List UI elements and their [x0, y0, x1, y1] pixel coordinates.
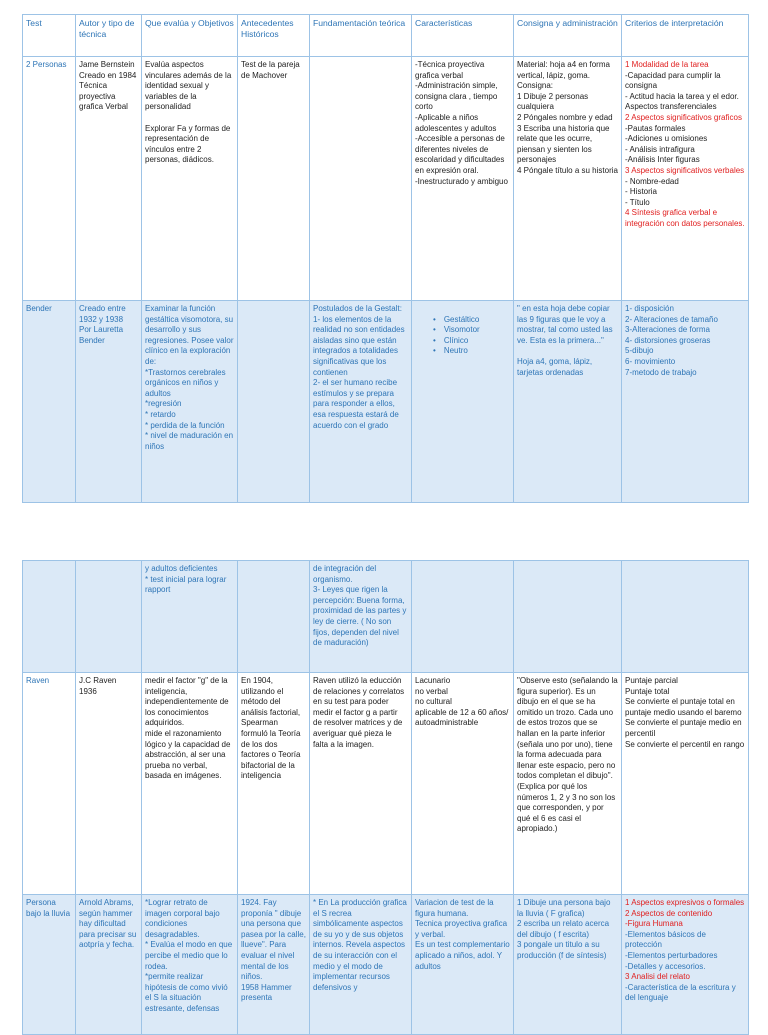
table-row: [23, 57, 749, 301]
table-row: [23, 895, 749, 1035]
cell-test: Raven: [23, 673, 76, 895]
list-item: • Clínico: [433, 336, 510, 347]
cell-consigna: [514, 561, 622, 673]
header-fundamentacion: Fundamentación teórica: [310, 15, 412, 57]
criterio-item: -Pautas formales -Adiciones u omisiones - Análisis intrafigura -Análisis Inter figuras: [625, 123, 708, 165]
header-antecedentes: Antecedentes Históricos: [238, 15, 310, 57]
cell-criterios: [622, 561, 749, 673]
cell-fundamentacion: Postulados de la Gestalt: 1- los elementos de la realidad no son entidades aisladas sino que están integrados a totalidades significativas que los contienen 2- el ser humano recibe estímulos y se prepara para responder a ellos, esa respuesta estará de acuerdo con el grado: [310, 301, 412, 503]
caracteristicas-list: [415, 315, 510, 357]
cell-fundamentacion: [310, 57, 412, 301]
page2-table: [22, 560, 749, 1035]
criterio-item: -Capacidad para cumplir la consigna - Actitud hacia la tarea y el edor. Aspectos transferenciales: [625, 70, 739, 112]
cell-caracteristicas: [412, 561, 514, 673]
cell-criterios: 1- disposición 2- Alteraciones de tamaño 3-Alteraciones de forma 4- distorsiones groseras 5-dibujo 6- movimiento 7-metodo de trabajo: [622, 301, 749, 503]
criterio-item: - Nombre-edad - Historia - Título: [625, 176, 679, 207]
cell-autor: Arnold Abrams, según hammer hay dificultad para precisar su aotpría y fecha.: [76, 895, 142, 1035]
cell-antecedentes: Test de la pareja de Machover: [238, 57, 310, 301]
cell-autor: Creado entre 1932 y 1938 Por Lauretta Bender: [76, 301, 142, 503]
list-item: • Visomotor: [433, 325, 510, 336]
cell-antecedentes: [238, 301, 310, 503]
cell-evalua: Examinar la función gestáltica visomotora, su desarrollo y sus regresiones. Posee valor clínico en la exploración de: *Trastornos cerebrales orgánicos en niños y adultos *regresión * retardo * perdida de la función * nivel de maduración en niños: [142, 301, 238, 503]
cell-evalua: Evalúa aspectos vinculares además de la identidad sexual y variables de la personalidad Explorar Fa y formas de representación de vínculos entre 2 personas, diádicos.: [142, 57, 238, 301]
cell-antecedentes: En 1904, utilizando el método del análisis factorial, Spearman formuló la Teoría de los dos factores o Teoría bifactorial de la inteligencia: [238, 673, 310, 895]
criterio-item: -Elementos básicos de protección -Elementos perturbadores -Detalles y accesorios.: [625, 929, 718, 971]
cell-fundamentacion: de integración del organismo. 3- Leyes que rigen la percepción: Buena forma, proximidad de las partes y ley de cierre. ( No son fijos, dependen del nivel de maduración): [310, 561, 412, 673]
criterio-item: 2 Aspectos de contenido: [625, 908, 713, 918]
header-test: Test: [23, 15, 76, 57]
cell-test: [23, 561, 76, 673]
criterio-item: 1 Modalidad de la tarea: [625, 60, 709, 69]
list-item: • Neutro: [433, 346, 510, 357]
cell-criterios: Puntaje parcial Puntaje total Se convierte el puntaje total en puntaje medio usando el baremo Se convierte el puntaje medio en percentil Se convierte el percentil en rango: [622, 673, 749, 895]
criterio-item: -Figura Humana: [625, 919, 683, 929]
criterio-item: 3 Analisi del relato: [625, 972, 690, 982]
cell-consigna: " en esta hoja debe copiar las 9 figuras que le voy a mostrar, tal como usted las ve. Esta es la primera..." Hoja a4, goma, lápiz, tarjetas ordenadas: [514, 301, 622, 503]
cell-autor: [76, 561, 142, 673]
criterio-item: -Característica de la escritura y del lenguaje: [625, 982, 736, 1003]
cell-consigna: 1 Dibuje una persona bajo la lluvia ( F grafica) 2 escriba un relato acerca del dibujo ( f escrita) 3 pongale un titulo a su producción (f de síntesis): [514, 895, 622, 1035]
cell-evalua: medir el factor "g" de la inteligencia, independientemente de los conocimientos adquiridos. mide el razonamiento lógico y la capacidad de abstracción, al ser una prueba no verbal, basada en imágenes.: [142, 673, 238, 895]
cell-consigna: Material: hoja a4 en forma vertical, lápiz, goma. Consigna: 1 Dibuje 2 personas cualquiera 2 Póngales nombre y edad 3 Escriba una historia que relate que les ocurre, piensan y sienten los personajes 4 Póngale título a su historia: [514, 57, 622, 301]
cell-criterios: [622, 895, 749, 1035]
cell-consigna: "Observe esto (señalando la figura superior). Es un dibujo en el que se ha omitido un trozo. Cada uno de estos trozos que se hallan en la parte inferior (señala uno por uno), tiene la forma adecuada para llenar este espacio, pero no todos completan el dibujo". (Explica por qué los números 1, 2 y 3 no son los que corresponden, y por qué el 6 es casi el apropiado.): [514, 673, 622, 895]
criterio-item: 2 Aspectos significativos graficos: [625, 112, 742, 122]
criterio-item: 4 Síntesis grafica verbal e integración con datos personales.: [625, 208, 745, 228]
header-criterios: Criterios de interpretación: [622, 15, 749, 57]
cell-criterios: [622, 57, 749, 301]
cell-caracteristicas: Variacion de test de la figura humana. Tecnica proyectiva grafica y verbal. Es un test complementario aplicado a niños, adol. Y adultos: [412, 895, 514, 1035]
cell-evalua: y adultos deficientes * test inicial para lograr rapport: [142, 561, 238, 673]
criterio-item: 3 Aspectos significativos verbales: [625, 165, 745, 175]
cell-antecedentes: [238, 561, 310, 673]
cell-caracteristicas: -Técnica proyectiva grafica verbal -Administración simple, consigna clara , tiempo corto -Aplicable a niños adolescentes y adultos -Accesible a personas de diferentes niveles de escolaridad y dificultades en expresión oral. -Inestructurado y ambiguo: [412, 57, 514, 301]
cell-caracteristicas: Lacunario no verbal no cultural aplicable de 12 a 60 años/ autoadministrable: [412, 673, 514, 895]
cell-test: 2 Personas: [23, 57, 76, 301]
cell-caracteristicas: [412, 301, 514, 503]
table-row: [23, 673, 749, 895]
cell-test: Bender: [23, 301, 76, 503]
criterio-item: 1 Aspectos expresivos o formales: [625, 898, 745, 907]
header-row: [23, 15, 749, 57]
cell-autor: J.C Raven 1936: [76, 673, 142, 895]
page1-table: [22, 14, 749, 503]
header-consigna: Consigna y administración: [514, 15, 622, 57]
table-row: [23, 301, 749, 503]
table-row: [23, 561, 749, 673]
cell-fundamentacion: Raven utilizó la educción de relaciones y correlatos en su test para poder medir el factor g a partir de resolver matrices y de averiguar qué pieza le falta a la imagen.: [310, 673, 412, 895]
header-evalua: Que evalúa y Objetivos: [142, 15, 238, 57]
cell-antecedentes: 1924. Fay proponía " dibuje una persona que pasea por la calle, llueve". Para evaluar el nivel mental de los niños. 1958 Hammer presenta: [238, 895, 310, 1035]
header-autor: Autor y tipo de técnica: [76, 15, 142, 57]
cell-test: Persona bajo la lluvia: [23, 895, 76, 1035]
header-caracteristicas: Características: [412, 15, 514, 57]
list-item: • Gestáltico: [433, 315, 510, 326]
cell-autor: Jame Bernstein Creado en 1984 Técnica proyectiva grafica Verbal: [76, 57, 142, 301]
cell-evalua: *Lograr retrato de imagen corporal bajo condiciones desagradables. * Evalúa el modo en que percibe el medio que lo rodea. *permite realizar hipótesis de como vivió el S la situación estresante, defensas: [142, 895, 238, 1035]
cell-fundamentacion: * En La producción grafica el S recrea simbólicamente aspectos de su yo y de sus objetos internos. Revela aspectos de su interacción con el medio y el modo de implementar recursos defensivos y: [310, 895, 412, 1035]
